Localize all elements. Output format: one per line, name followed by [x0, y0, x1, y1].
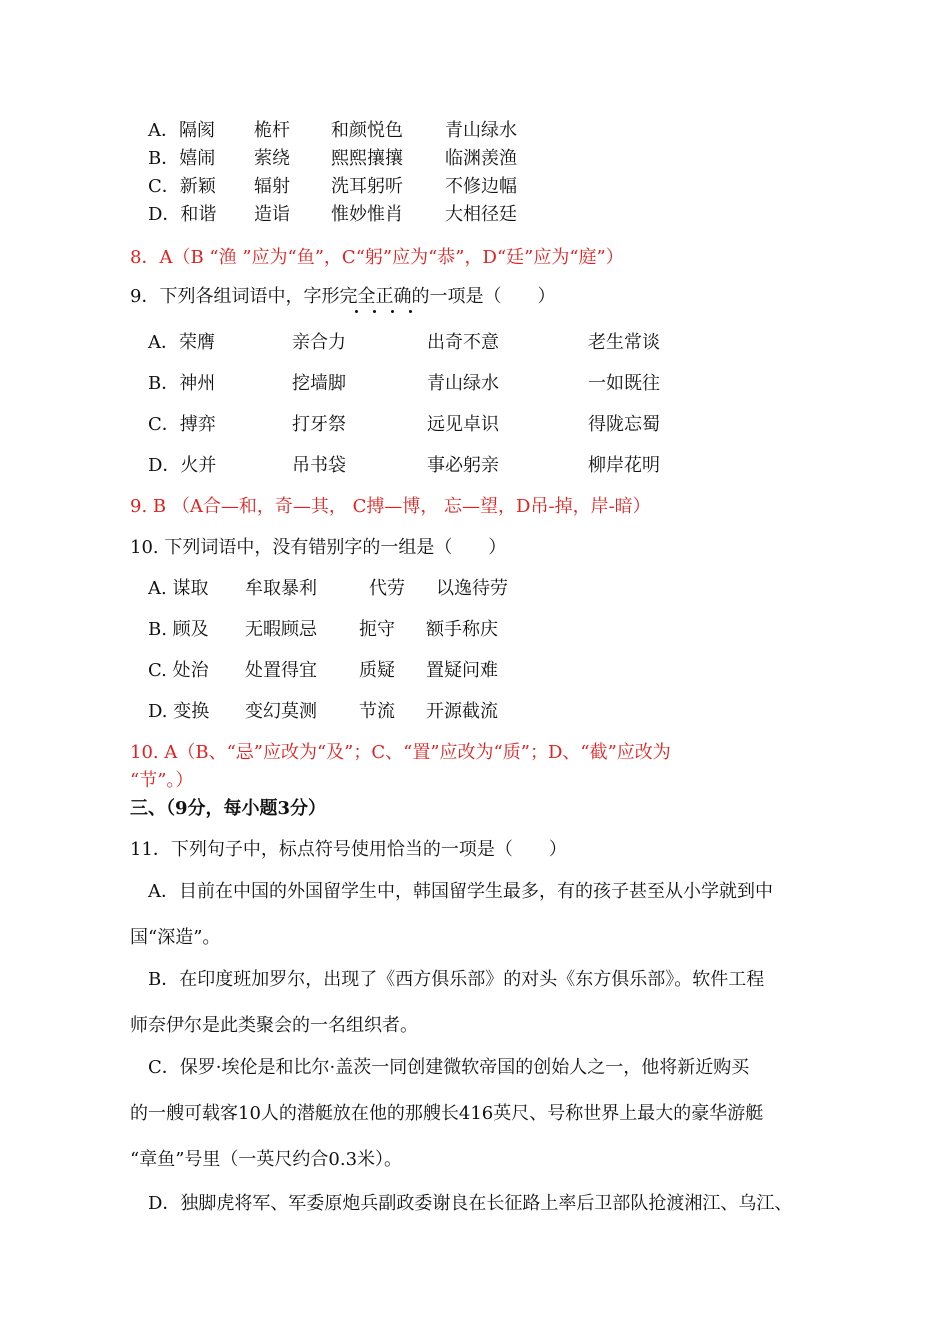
q9-c-w2: 打牙祭 — [292, 414, 346, 435]
q7-d-w3: 惟妙惟肖 — [331, 204, 403, 225]
q11-option-b-line-2: 师奈伊尔是此类聚会的一名组织者。 — [130, 1015, 418, 1036]
q9-c-w4: 得陇忘蜀 — [588, 414, 660, 435]
q9-a-w2: 亲合力 — [292, 332, 346, 353]
section-3-heading: 三、（9分，每小题3分） — [130, 798, 327, 819]
q9-d-w1: D．火并 — [148, 455, 217, 476]
q10-stem: 10. 下列词语中，没有错别字的一组是（ ） — [130, 537, 507, 558]
q10-d-w4: 开源截流 — [426, 701, 498, 722]
emphasis-dot — [355, 310, 358, 313]
q9-b-w4: 一如既往 — [588, 373, 660, 394]
q10-d-w3: 节流 — [359, 701, 395, 722]
q9-a-w4: 老生常谈 — [588, 332, 660, 353]
q9-b-w3: 青山绿水 — [427, 373, 499, 394]
q9-stem: 9．下列各组词语中，字形完全正确的一项是（ ） — [130, 286, 556, 307]
q9-a-w1: A．荣膺 — [148, 332, 215, 353]
q7-b-w3: 熙熙攘攘 — [331, 148, 403, 169]
q11-option-c-line-2: 的一艘可载客10人的潜艇放在他的那艘长416英尺、号称世界上最大的豪华游艇 — [130, 1103, 764, 1124]
q7-a-w3: 和颜悦色 — [331, 120, 403, 141]
q9-c-w1: C．搏弈 — [148, 414, 216, 435]
answer-10-line-1: 10. A（B、“忌”应改为“及”；C、“置”应改为“质”；D、“截”应改为 — [130, 742, 671, 763]
q10-b-w3: 扼守 — [359, 619, 395, 640]
q10-c-w2: 处置得宜 — [245, 660, 317, 681]
q7-a-w4: 青山绿水 — [445, 120, 517, 141]
q7-c-w2: 辐射 — [254, 176, 290, 197]
q7-d-w2: 造诣 — [254, 204, 290, 225]
q7-b-w4: 临渊羡渔 — [445, 148, 517, 169]
emphasis-dot — [373, 310, 376, 313]
answer-10-line-2: “节”。） — [130, 770, 194, 791]
q7-d-w4: 大相径廷 — [445, 204, 517, 225]
emphasis-dot — [409, 310, 412, 313]
q10-b-w2: 无暇顾忌 — [245, 619, 317, 640]
q9-d-w3: 事必躬亲 — [427, 455, 499, 476]
q11-stem: 11．下列句子中，标点符号使用恰当的一项是（ ） — [130, 839, 567, 860]
q9-a-w3: 出奇不意 — [427, 332, 499, 353]
q10-c-w3: 质疑 — [359, 660, 395, 681]
q7-a-w1: A．隔阂 — [148, 120, 215, 141]
q11-option-a-line-2: 国“深造”。 — [130, 927, 221, 948]
q11-option-d-line-1: D．独脚虎将军、军委原炮兵副政委谢良在长征路上率后卫部队抢渡湘江、乌江、 — [148, 1193, 793, 1214]
q7-c-w3: 洗耳躬听 — [331, 176, 403, 197]
q10-a-w4: 以逸待劳 — [436, 578, 508, 599]
q7-c-w1: C．新颖 — [148, 176, 216, 197]
q7-c-w4: 不修边幅 — [445, 176, 517, 197]
q10-c-w4: 置疑问难 — [426, 660, 498, 681]
q7-a-w2: 桅杆 — [254, 120, 290, 141]
q7-b-w2: 萦绕 — [254, 148, 290, 169]
q10-b-w1: B. 顾及 — [148, 619, 209, 640]
q9-b-w1: B．神州 — [148, 373, 216, 394]
q11-option-b-line-1: B．在印度班加罗尔，出现了《西方俱乐部》的对头《东方俱乐部》。软件工程 — [148, 969, 765, 990]
q9-c-w3: 远见卓识 — [427, 414, 499, 435]
q10-d-w2: 变幻莫测 — [245, 701, 317, 722]
q11-option-a-line-1: A．目前在中国的外国留学生中，韩国留学生最多，有的孩子甚至从小学就到中 — [148, 881, 773, 902]
answer-8: 8．A（B “渔 ”应为“鱼”，C“躬”应为“恭”，D“廷”应为“庭”） — [130, 247, 624, 268]
q9-d-w2: 吊书袋 — [292, 455, 346, 476]
emphasis-dot — [391, 310, 394, 313]
q10-c-w1: C. 处治 — [148, 660, 209, 681]
q10-a-w1: A. 谋取 — [148, 578, 209, 599]
q10-a-w3: 代劳 — [369, 578, 405, 599]
q7-b-w1: B．嬉闹 — [148, 148, 216, 169]
q9-b-w2: 挖墙脚 — [292, 373, 346, 394]
q10-a-w2: 牟取暴利 — [245, 578, 317, 599]
q10-d-w1: D. 变换 — [148, 701, 210, 722]
q11-option-c-line-1: C．保罗·埃伦是和比尔·盖茨一同创建微软帝国的创始人之一，他将新近购买 — [148, 1057, 750, 1078]
q10-b-w4: 额手称庆 — [426, 619, 498, 640]
q9-d-w4: 柳岸花明 — [588, 455, 660, 476]
q11-option-c-line-3: “章鱼”号里（一英尺约合0.3米）。 — [130, 1149, 403, 1170]
q7-d-w1: D．和谐 — [148, 204, 217, 225]
answer-9: 9. B （A合—和，奇—其， C搏—博， 忘—望，D吊-掉，岸-暗） — [130, 496, 651, 517]
